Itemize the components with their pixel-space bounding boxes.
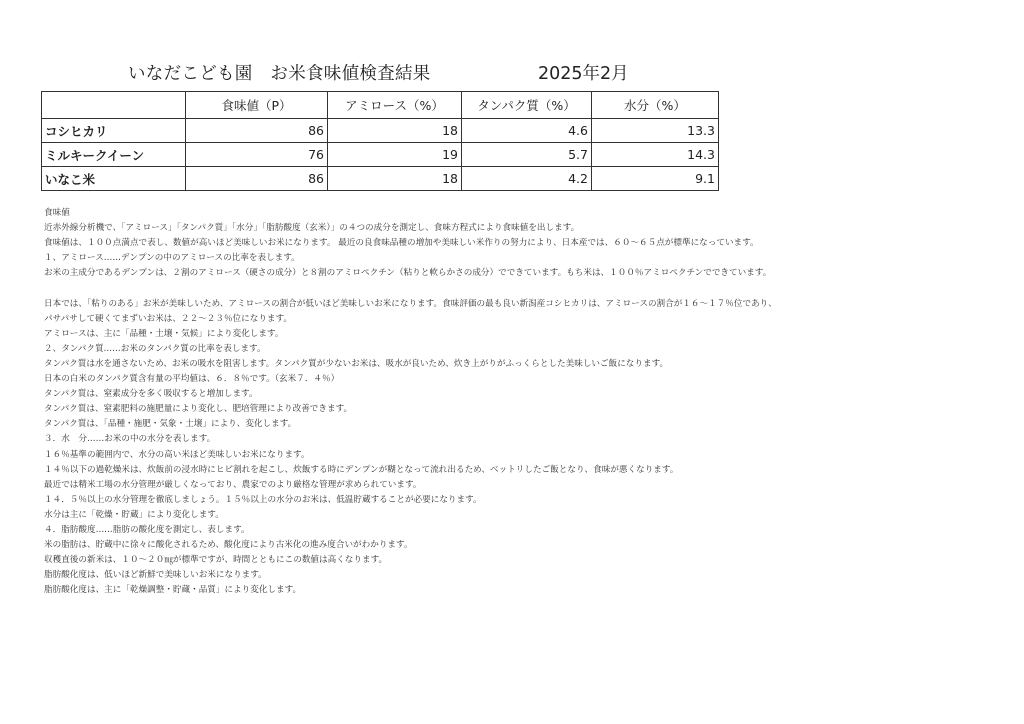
header-moisture: 水分（%）: [592, 92, 719, 119]
section-heading-protein: ２、タンパク質……お米のタンパク質の比率を表します。: [44, 343, 266, 354]
header-taste-value: 食味値（P）: [186, 92, 328, 119]
moisture-cell: 14.3: [592, 143, 719, 167]
note-line: 最近では精米工場の水分管理が厳しくなっており、農家でのより厳格な管理が求められています。: [44, 479, 422, 490]
note-line: タンパク質は、窒素成分を多く吸収すると増加します。: [44, 389, 258, 400]
note-line: 水分は主に「乾燥・貯蔵」により変化します。: [44, 509, 224, 520]
title-row: [128, 60, 728, 86]
section-heading-moisture: ３．水 分……お米の中の水分を表します。: [44, 434, 216, 445]
note-line: １４．５％以上の水分管理を徹底しましょう。１５％以上の水分のお米は、低温貯蔵することが必要になります。: [44, 494, 482, 505]
header-protein: タンパク質（%）: [462, 92, 592, 119]
note-line: タンパク質は、「品種・施肥・気象・土壌」により、変化します。: [44, 419, 297, 430]
moisture-cell: 9.1: [592, 167, 719, 191]
note-line: 米の脂肪は、貯蔵中に徐々に酸化されるため、酸化度により古米化の進み度合いがわかります。: [44, 540, 413, 551]
taste-value-cell: 86: [186, 119, 328, 143]
header-amylose: アミロース（%）: [328, 92, 462, 119]
note-line: 日本の白米のタンパク質含有量の平均値は、６．８％です。（玄米７．４％）: [44, 374, 340, 385]
section-heading-amylose: １、アミロース……デンプンの中のアミロースの比率を表します。: [44, 253, 300, 264]
document-title: いなだこども園 お米食味値検査結果: [128, 64, 431, 84]
table-row: [42, 119, 719, 143]
rice-name: コシヒカリ: [42, 119, 186, 143]
note-line: １６％基準の範囲内で、水分の高い米ほど美味しいお米になります。: [44, 449, 310, 460]
protein-cell: 5.7: [462, 143, 592, 167]
note-line: 食味値は、１００点満点で表し、数値が高いほど美味しいお米になります。 最近の良食味品種の増加や美味しい米作りの努力により、日本産では、６０～６５点が標準になっています。: [44, 238, 759, 249]
blank-line: [44, 281, 1004, 296]
taste-value-cell: 76: [186, 143, 328, 167]
note-line: 収穫直後の新米は、１０～２０㎎が標準ですが、時間とともにこの数値は高くなります。: [44, 555, 388, 566]
explanation-notes: [44, 206, 1004, 598]
note-line: アミロースは、主に「品種・土壌・気候」により変化します。: [44, 328, 284, 339]
note-line: お米の主成分であるデンプンは、２割のアミロース（硬さの成分）と８割のアミロペクチン（粘りと軟らかさの成分）でできています。もち米は、１００％アミロペクチンでできています。: [44, 268, 772, 279]
taste-value-cell: 86: [186, 167, 328, 191]
protein-cell: 4.6: [462, 119, 592, 143]
rice-name: いなこ米: [42, 167, 186, 191]
note-line: 脂肪酸化度は、主に「乾燥調整・貯蔵・品質」により変化します。: [44, 585, 302, 596]
rice-name: ミルキークイーン: [42, 143, 186, 167]
protein-cell: 4.2: [462, 167, 592, 191]
section-heading-fatty-acid: ４．脂肪酸度……脂肪の酸化度を測定し、表します。: [44, 524, 250, 535]
document-date: 2025年2月: [538, 64, 629, 84]
amylose-cell: 18: [328, 167, 462, 191]
table-row: [42, 143, 719, 167]
table-row: [42, 167, 719, 191]
moisture-cell: 13.3: [592, 119, 719, 143]
note-line: パサパサして硬くてまずいお米は、２２～２３％位になります。: [44, 313, 293, 324]
header-cell-empty: [42, 92, 186, 119]
note-line: 脂肪酸化度は、低いほど新鮮で美味しいお米になります。: [44, 570, 267, 581]
amylose-cell: 19: [328, 143, 462, 167]
amylose-cell: 18: [328, 119, 462, 143]
note-line: タンパク質は水を通さないため、お米の吸水を阻害します。タンパク質が少ないお米は、吸水が良いため、炊き上がりがふっくらとした美味しいご飯になります。: [44, 358, 669, 369]
table-header-row: [42, 92, 719, 119]
note-line: 日本では、「粘りのある」お米が美味しいため、アミロースの割合が低いほど美味しいお米になります。食味評価の最も良い新潟産コシヒカリは、アミロースの割合が１６～１７％位であり、: [44, 298, 777, 309]
note-line: 近赤外線分析機で、「アミロース」「タンパク質」「水分」「脂肪酸度（玄米）」の４つの成分を測定し、食味方程式により食味値を出します。: [44, 223, 580, 234]
notes-heading: 食味値: [44, 208, 70, 218]
note-line: １４％以下の過乾燥米は、炊飯前の浸水時にヒビ割れを起こし、炊飯する時にデンプンが糊となって流れ出るため、ベットリしたご飯となり、食味が悪くなります。: [44, 464, 679, 475]
note-line: タンパク質は、窒素肥料の施肥量により変化し、肥培管理により改善できます。: [44, 404, 353, 415]
results-table: [41, 91, 719, 191]
